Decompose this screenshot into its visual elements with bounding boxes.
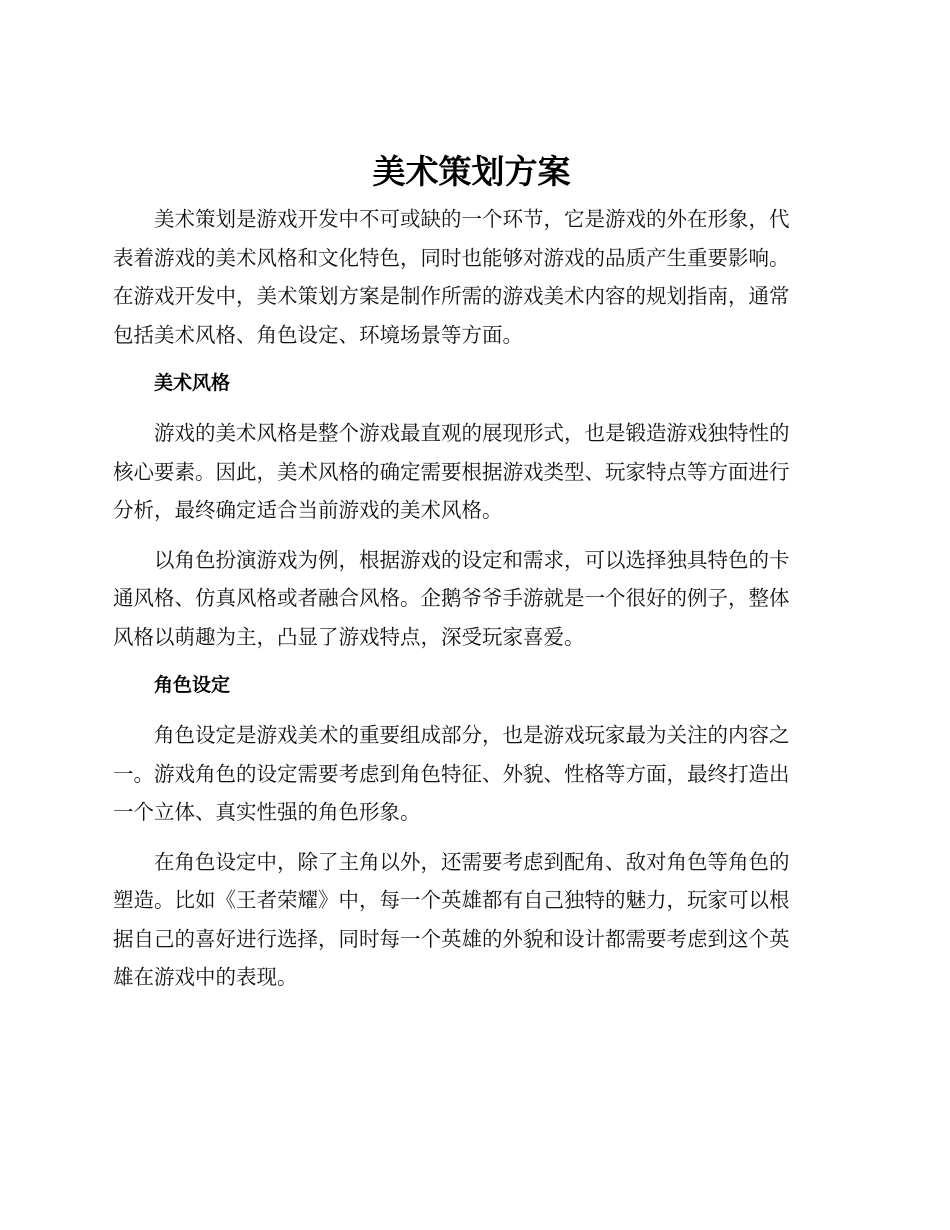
document-title: 美术策划方案 (372, 152, 571, 191)
section-heading: 角色设定 (154, 674, 231, 696)
paragraph: 以角色扮演游戏为例，根据游戏的设定和需求，可以选择独具特色的卡 通风格、仿真风格或者融合风格。企鹅爷爷手游就是一个很好的例子，整体 风格以萌趣为主，凸显了游戏特点，深受玩家喜爱。 (113, 547, 790, 649)
section-character-design (113, 667, 830, 997)
paragraph: 角色设定是游戏美术的重要组成部分，也是游戏玩家最为关注的内容之 一。游戏角色的设定需要考虑到角色特征、外貌、性格等方面，最终打造出 一个立体、真实性强的角色形象。 (113, 723, 790, 824)
section-heading: 美术风格 (154, 372, 231, 394)
paragraph: 在角色设定中，除了主角以外，还需要考虑到配角、敌对角色等角色的 塑造。比如《王者荣耀》中，每一个英雄都有自己独特的魅力，玩家可以根 据自己的喜好进行选择，同时每一个英雄的外貌和设计都需要考虑到这个英 雄在游戏中的表现。 (113, 849, 790, 989)
document-body (113, 148, 830, 1008)
intro-paragraph: 美术策划是游戏开发中不可或缺的一个环节，它是游戏的外在形象，代 表着游戏的美术风格和文化特色，同时也能够对游戏的品质产生重要影响。 在游戏开发中，美术策划方案是制作所需的游戏美术内容的规划指南，通常 包括美术风格、角色设定、环境场景等方面。 (113, 207, 790, 347)
paragraph: 游戏的美术风格是整个游戏最直观的展现形式，也是锻造游戏独特性的 核心要素。因此，美术风格的确定需要根据游戏类型、玩家特点等方面进行 分析，最终确定适合当前游戏的美术风格。 (113, 421, 790, 522)
section-art-style (113, 365, 830, 656)
